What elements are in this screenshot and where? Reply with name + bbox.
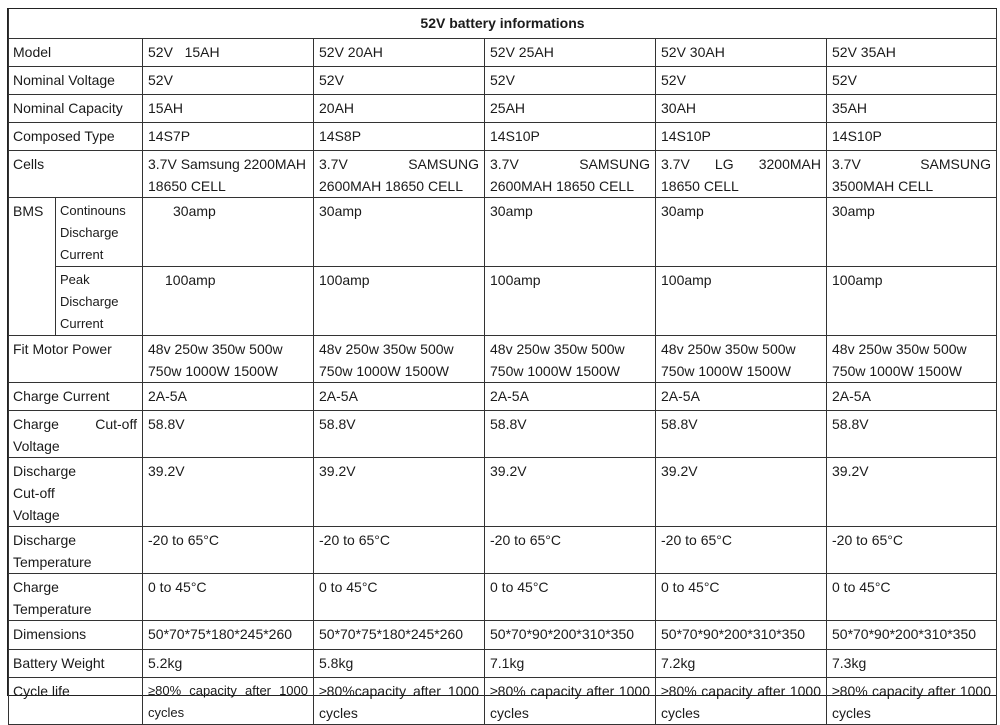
table-cell: 100amp: [485, 267, 656, 336]
table-cell: 48v 250w 350w 500w 750w 1000W 1500W: [485, 336, 656, 383]
table-cell: 30amp: [143, 198, 314, 267]
table-cell: 100amp: [827, 267, 997, 336]
table-cell: 58.8V: [143, 411, 314, 458]
row-sublabel-continuous-discharge: Continouns Discharge Current: [56, 198, 143, 267]
row-label-nominal-capacity: Nominal Capacity: [9, 95, 143, 123]
row-label-fit-motor-power: Fit Motor Power: [9, 336, 143, 383]
table-cell: 58.8V: [314, 411, 485, 458]
table-cell: -20 to 65°C: [485, 527, 656, 574]
table-cell: 30amp: [314, 198, 485, 267]
table-cell: 52V 35AH: [827, 39, 997, 67]
table-cell: 39.2V: [656, 458, 827, 527]
table-row: [9, 95, 997, 123]
table-cell: 2A-5A: [827, 383, 997, 411]
row-label-bms: BMS: [9, 198, 56, 336]
table-row: [9, 650, 997, 678]
table-cell: ≥80% capacity after 1000 cycles: [827, 678, 997, 725]
table-cell: 0 to 45°C: [656, 574, 827, 621]
table-cell: 7.2kg: [656, 650, 827, 678]
table-cell: -20 to 65°C: [314, 527, 485, 574]
table-cell: 52V: [656, 67, 827, 95]
table-row: [9, 678, 997, 725]
table-cell: 50*70*90*200*310*350: [827, 621, 997, 650]
table-cell: ≥80% capacity after 1000 cycles: [485, 678, 656, 725]
row-label-battery-weight: Battery Weight: [9, 650, 143, 678]
table-cell: ≥80% capacity after 1000 cycles: [143, 678, 314, 725]
table-cell: -20 to 65°C: [143, 527, 314, 574]
table-cell: ≥80% capacity after 1000 cycles: [656, 678, 827, 725]
table-cell: 14S8P: [314, 123, 485, 151]
row-label-charge-cutoff-voltage: Charge Cut-off Voltage: [9, 411, 143, 458]
row-label-model: Model: [9, 39, 143, 67]
table-cell: 30amp: [827, 198, 997, 267]
table-cell: 15AH: [143, 95, 314, 123]
table-cell: 2A-5A: [314, 383, 485, 411]
table-cell: 48v 250w 350w 500w 750w 1000W 1500W: [827, 336, 997, 383]
table-cell: -20 to 65°C: [827, 527, 997, 574]
table-cell: 100amp: [656, 267, 827, 336]
row-label-charge-temperature: Charge Temperature: [9, 574, 143, 621]
row-label-nominal-voltage: Nominal Voltage: [9, 67, 143, 95]
table-cell: 52V 15AH: [143, 39, 314, 67]
battery-spec-table: [8, 9, 997, 725]
table-cell: 3.7V SAMSUNG 2600MAH 18650 CELL: [485, 151, 656, 198]
table-cell: 52V: [827, 67, 997, 95]
table-cell: 52V: [314, 67, 485, 95]
row-label-composed-type: Composed Type: [9, 123, 143, 151]
table-cell: 14S10P: [485, 123, 656, 151]
table-row: [9, 458, 997, 527]
table-cell: 39.2V: [143, 458, 314, 527]
table-cell: 2A-5A: [485, 383, 656, 411]
battery-spec-table-frame: [7, 8, 997, 721]
table-cell: 2A-5A: [143, 383, 314, 411]
table-row: [9, 527, 997, 574]
table-cell: 39.2V: [827, 458, 997, 527]
table-row: [9, 574, 997, 621]
table-cell: 30amp: [485, 198, 656, 267]
table-cell: 50*70*75*180*245*260: [143, 621, 314, 650]
table-cell: 30amp: [656, 198, 827, 267]
table-cell: 52V 25AH: [485, 39, 656, 67]
row-label-cells: Cells: [9, 151, 143, 198]
row-label-discharge-cutoff-voltage: Discharge Cut-off Voltage: [9, 458, 143, 527]
table-cell: ≥80%capacity after 1000 cycles: [314, 678, 485, 725]
table-cell: 100amp: [143, 267, 314, 336]
table-cell: 25AH: [485, 95, 656, 123]
table-row: [9, 123, 997, 151]
table-cell: 14S7P: [143, 123, 314, 151]
table-cell: 52V: [485, 67, 656, 95]
table-cell: 100amp: [314, 267, 485, 336]
table-row: [9, 336, 997, 383]
table-row: [9, 621, 997, 650]
table-cell: 50*70*90*200*310*350: [656, 621, 827, 650]
table-cell: 0 to 45°C: [827, 574, 997, 621]
row-label-charge-current: Charge Current: [9, 383, 143, 411]
table-cell: 3.7V Samsung 2200MAH 18650 CELL: [143, 151, 314, 198]
table-cell: 52V 30AH: [656, 39, 827, 67]
table-cell: 48v 250w 350w 500w 750w 1000W 1500W: [143, 336, 314, 383]
table-cell: 48v 250w 350w 500w 750w 1000W 1500W: [314, 336, 485, 383]
table-title: 52V battery informations: [9, 9, 997, 39]
table-row: [9, 198, 997, 267]
table-cell: 0 to 45°C: [143, 574, 314, 621]
table-cell: 52V 20AH: [314, 39, 485, 67]
table-cell: 50*70*90*200*310*350: [485, 621, 656, 650]
table-cell: -20 to 65°C: [656, 527, 827, 574]
table-row: [9, 383, 997, 411]
row-label-dimensions: Dimensions: [9, 621, 143, 650]
table-cell: 3.7V LG 3200MAH 18650 CELL: [656, 151, 827, 198]
table-cell: 35AH: [827, 95, 997, 123]
table-row: [9, 411, 997, 458]
table-row: [9, 267, 997, 336]
table-cell: 52V: [143, 67, 314, 95]
table-cell: 3.7V SAMSUNG 3500MAH CELL: [827, 151, 997, 198]
table-cell: 30AH: [656, 95, 827, 123]
row-label-discharge-temperature: Discharge Temperature: [9, 527, 143, 574]
table-cell: 58.8V: [827, 411, 997, 458]
row-sublabel-peak-discharge: Peak Discharge Current: [56, 267, 143, 336]
row-label-cycle-life: Cycle life: [9, 678, 143, 725]
table-row: [9, 151, 997, 198]
table-cell: 0 to 45°C: [314, 574, 485, 621]
table-cell: 20AH: [314, 95, 485, 123]
table-cell: 58.8V: [656, 411, 827, 458]
table-cell: 58.8V: [485, 411, 656, 458]
table-cell: 39.2V: [314, 458, 485, 527]
table-row: [9, 67, 997, 95]
table-cell: 2A-5A: [656, 383, 827, 411]
table-cell: 3.7V SAMSUNG 2600MAH 18650 CELL: [314, 151, 485, 198]
title-row: [9, 9, 997, 39]
table-cell: 14S10P: [827, 123, 997, 151]
table-row: [9, 39, 997, 67]
table-cell: 50*70*75*180*245*260: [314, 621, 485, 650]
table-cell: 14S10P: [656, 123, 827, 151]
table-cell: 39.2V: [485, 458, 656, 527]
table-cell: 5.2kg: [143, 650, 314, 678]
table-cell: 48v 250w 350w 500w 750w 1000W 1500W: [656, 336, 827, 383]
table-cell: 7.1kg: [485, 650, 656, 678]
table-cell: 7.3kg: [827, 650, 997, 678]
table-cell: 0 to 45°C: [485, 574, 656, 621]
table-cell: 5.8kg: [314, 650, 485, 678]
